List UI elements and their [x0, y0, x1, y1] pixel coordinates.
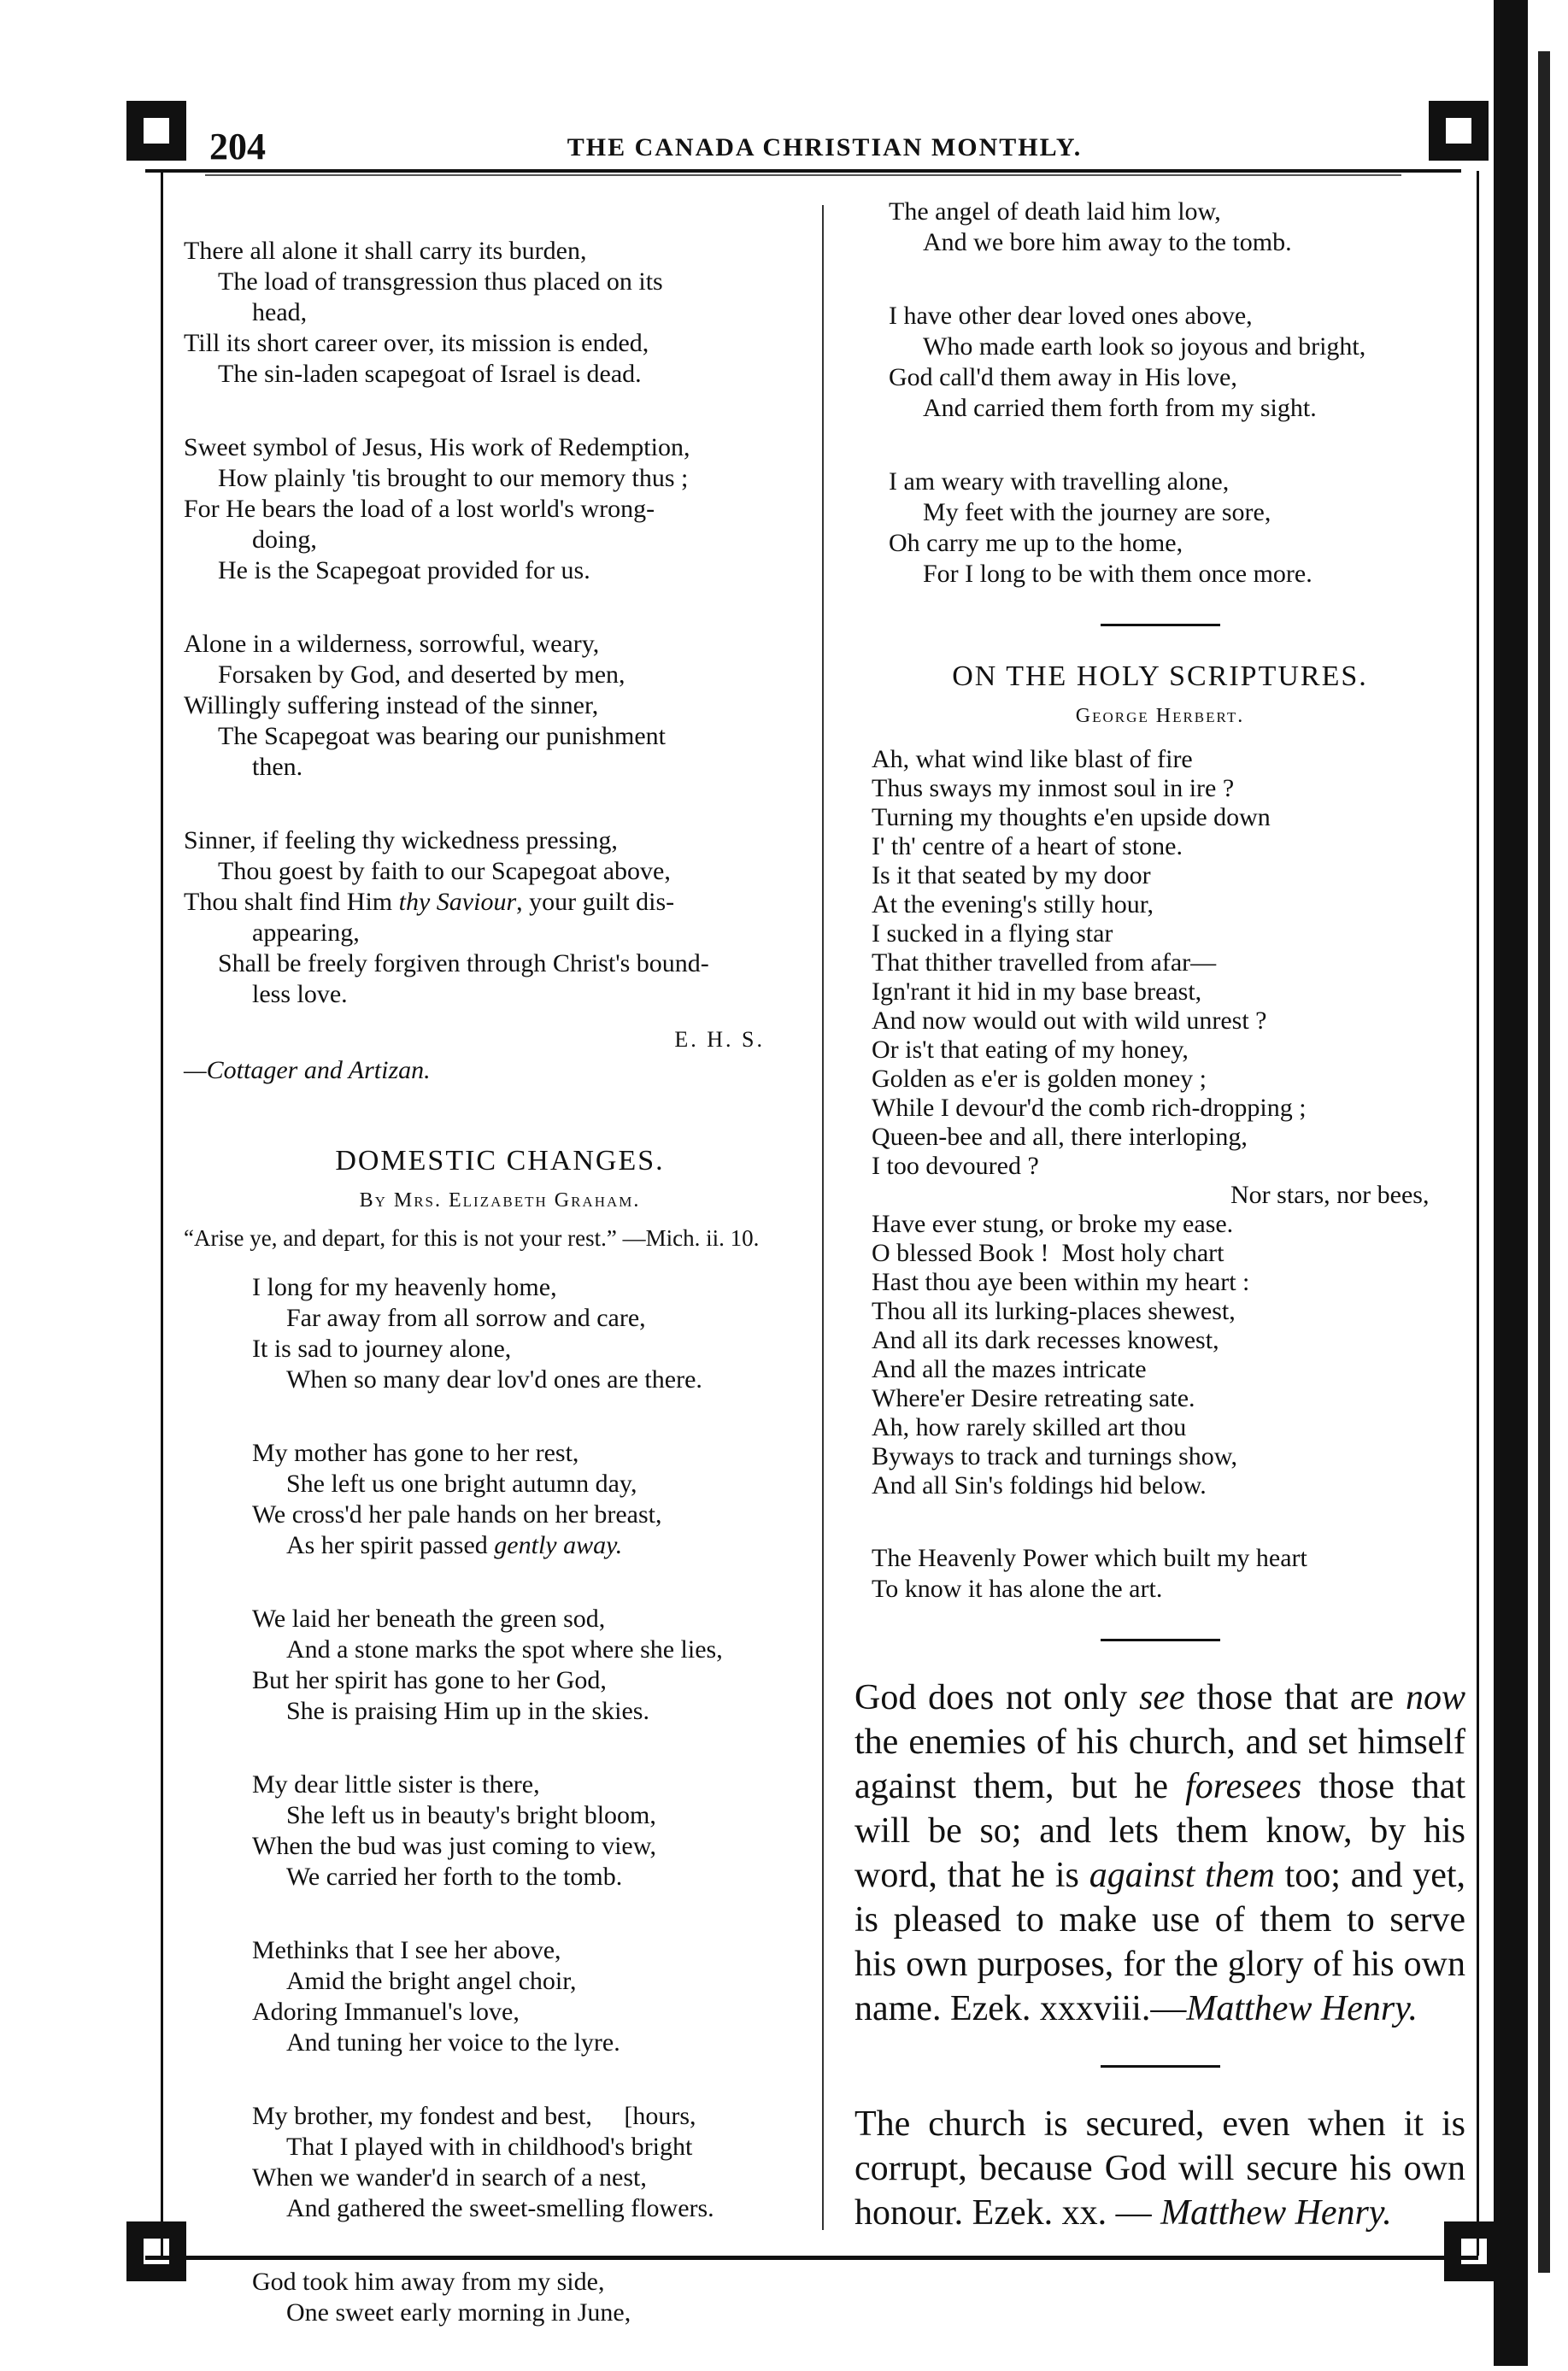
poem2-stanza-5 [252, 1935, 816, 2058]
binding-edge-inner [1538, 51, 1550, 2273]
verse-line: One sweet early morning in June, [286, 2298, 631, 2327]
prose-italic: foresees [1185, 1767, 1302, 1806]
binding-edge [1494, 0, 1528, 2366]
verse-line: My dear little sister is there, [252, 1770, 540, 1799]
verse-line: And now would out with wild unrest ? [872, 1007, 1267, 1035]
verse-text: As her spirit passed [286, 1531, 488, 1559]
header-rule-thin [205, 174, 1401, 176]
section-divider [1101, 2065, 1220, 2068]
verse-line: To know it has alone the art. [872, 1575, 1163, 1603]
verse-line: Where'er Desire retreating sate. [872, 1384, 1195, 1412]
verse-line: Shall be freely forgiven through Christ's bound- [218, 949, 709, 977]
verse-italic: thy Saviour [398, 888, 517, 916]
verse-line: But her spirit has gone to her God, [252, 1666, 607, 1694]
prose-text: those that will be so; and lets them know, by his word, that he is [854, 1767, 1466, 1895]
poem2-stanza-2 [252, 1438, 816, 1561]
verse-italic: gently away. [494, 1531, 623, 1559]
verse-line: We carried her forth to the tomb. [286, 1863, 623, 1891]
right-column [854, 197, 1465, 2261]
poem-byline: George Herbert. [1075, 705, 1245, 727]
verse-line: The Heavenly Power which built my heart [872, 1544, 1307, 1572]
verse-line: Thus sways my inmost soul in ire ? [872, 774, 1235, 802]
verse-line: Ah, what wind like blast of fire [872, 745, 1193, 773]
verse-line: Who made earth look so joyous and bright, [923, 332, 1366, 361]
verse-line: We laid her beneath the green sod, [252, 1605, 606, 1633]
poem2-stanza-9 [889, 301, 1465, 424]
poem1-stanza-1 [184, 236, 816, 390]
verse-line: Methinks that I see her above, [252, 1936, 561, 1964]
verse-line: I too devoured ? [872, 1152, 1039, 1180]
prose-author: Matthew Henry. [1160, 2193, 1392, 2233]
verse-line: And all Sin's foldings hid below. [872, 1471, 1207, 1499]
verse-line: Ah, how rarely skilled art thou [872, 1413, 1187, 1441]
verse-line: Forsaken by God, and deserted by men, [218, 660, 625, 689]
verse-line: Alone in a wilderness, sorrowful, weary, [184, 630, 600, 658]
section-divider [1101, 624, 1220, 626]
verse-line: The Scapegoat was bearing our punishment [218, 722, 667, 750]
poem-source: —Cottager and Artizan. [184, 1056, 431, 1084]
verse-line: We cross'd her pale hands on her breast, [252, 1500, 662, 1529]
verse-line: And a stone marks the spot where she lies, [286, 1635, 723, 1664]
border-left [161, 171, 163, 2256]
verse-line: Adoring Immanuel's love, [252, 1998, 520, 2026]
verse-line: While I devour'd the comb rich-dropping ; [872, 1094, 1307, 1122]
poem1-stanza-2 [184, 432, 816, 586]
verse-line: I long for my heavenly home, [252, 1273, 557, 1301]
verse-line: She is praising Him up in the skies. [286, 1697, 649, 1725]
poem2-stanza-3 [252, 1604, 816, 1727]
prose-paragraph-2 [854, 2102, 1465, 2235]
prose-text: God does not only [854, 1678, 1128, 1717]
poem2-stanza-10 [889, 467, 1465, 590]
verse-line: Thou all its lurking-places shewest, [872, 1297, 1236, 1325]
prose-text: The church is secured, even when it is corrupt, because God will secure his own honour. Ezek. xx. — [854, 2104, 1465, 2233]
verse-line: Turning my thoughts e'en upside down [872, 803, 1271, 831]
verse-line: The load of transgression thus placed on its [218, 267, 663, 296]
prose-paragraph-1 [854, 1676, 1465, 2031]
verse-line: Thou goest by faith to our Scapegoat above, [218, 857, 671, 885]
verse-line: At the evening's stilly hour, [872, 890, 1154, 918]
verse-line: She left us in beauty's bright bloom, [286, 1801, 656, 1829]
verse-line: Willingly suffering instead of the sinner, [184, 691, 599, 719]
poem-epigraph: “Arise ye, and depart, for this is not your rest.” —Mich. ii. 10. [184, 1225, 760, 1251]
verse-line: appearing, [252, 918, 360, 947]
header-rule [145, 169, 1461, 173]
poem-title: DOMESTIC CHANGES. [335, 1145, 665, 1177]
verse-line: doing, [252, 525, 317, 554]
verse-line: My brother, my fondest and best, [hours, [252, 2102, 696, 2130]
verse-line: And all the mazes intricate [872, 1355, 1147, 1383]
verse-text: Thou shalt find Him [184, 888, 393, 916]
poem2-stanza-1 [252, 1272, 816, 1395]
verse-line: then. [252, 753, 303, 781]
poem-byline: By Mrs. Elizabeth Graham. [359, 1189, 641, 1212]
verse-line: He is the Scapegoat provided for us. [218, 556, 590, 584]
verse-line: My feet with the journey are sore, [923, 498, 1271, 526]
verse-line: Nor stars, nor bees, [1230, 1181, 1430, 1209]
column-divider [822, 205, 824, 2230]
verse-line: head, [252, 298, 308, 326]
prose-text: those that are [1196, 1678, 1395, 1717]
prose-italic: see [1139, 1678, 1185, 1717]
verse-text: , your guilt dis- [516, 888, 675, 916]
verse-line: That thither travelled from afar— [872, 948, 1217, 977]
poem2-stanza-6 [252, 2101, 816, 2224]
poem1-stanza-4 [184, 825, 816, 1010]
poem-title: ON THE HOLY SCRIPTURES. [952, 660, 1368, 692]
verse-line: The sin-laden scapegoat of Israel is dead. [218, 360, 642, 388]
verse-line: Have ever stung, or broke my ease. [872, 1210, 1234, 1238]
verse-line: Till its short career over, its mission is ended, [184, 329, 649, 357]
verse-line: There all alone it shall carry its burden, [184, 237, 587, 265]
poem-signature: E. H. S. [674, 1027, 765, 1052]
verse-line: When so many dear lov'd ones are there. [286, 1365, 702, 1394]
verse-line: Byways to track and turnings show, [872, 1442, 1237, 1470]
poem3-stanza-1 [872, 745, 1465, 1500]
verse-line: Far away from all sorrow and care, [286, 1304, 646, 1332]
corner-ornament-bottom-left [126, 2221, 186, 2281]
verse-line: And gathered the sweet-smelling flowers. [286, 2194, 714, 2222]
verse-line: Amid the bright angel choir, [286, 1967, 577, 1995]
verse-line: It is sad to journey alone, [252, 1335, 512, 1363]
poem3-stanza-2 [872, 1543, 1465, 1605]
verse-line: For He bears the load of a lost world's wrong- [184, 495, 655, 523]
prose-text: the enemies of his church, and set himself against them, but he [854, 1722, 1465, 1806]
verse-line: O blessed Book ! Most holy chart [872, 1239, 1224, 1267]
poem2-stanza-4 [252, 1769, 816, 1893]
verse-line: She left us one bright autumn day, [286, 1470, 637, 1498]
verse-line [252, 1530, 816, 1561]
prose-text: too; and yet, is pleased to make use of them to serve his own purposes, for the glory of his own name. Ezek. xxxviii.— [854, 1856, 1466, 2028]
border-right [1477, 171, 1479, 2256]
verse-line: The angel of death laid him low, [889, 197, 1221, 226]
verse-line: Ign'rant it hid in my base breast, [872, 977, 1202, 1006]
verse-line: For I long to be with them once more. [923, 560, 1313, 588]
verse-line: And tuning her voice to the lyre. [286, 2028, 620, 2057]
verse-line: I have other dear loved ones above, [889, 302, 1253, 330]
verse-line: When the bud was just coming to view, [252, 1832, 656, 1860]
verse-line: Oh carry me up to the home, [889, 529, 1183, 557]
corner-ornament-top-left [126, 101, 186, 161]
verse-line: That I played with in childhood's bright [286, 2133, 693, 2161]
poem2-stanza-7 [252, 2267, 816, 2328]
prose-italic: now [1406, 1678, 1466, 1717]
verse-line: God call'd them away in His love, [889, 363, 1237, 391]
prose-italic: against them [1089, 1856, 1275, 1895]
verse-line: less love. [252, 980, 348, 1008]
poem2-stanza-8 [889, 197, 1465, 258]
verse-line: I' th' centre of a heart of stone. [872, 832, 1183, 860]
verse-line: Queen-bee and all, there interloping, [872, 1123, 1248, 1151]
verse-line: And we bore him away to the tomb. [923, 228, 1292, 256]
verse-line: And all its dark recesses knowest, [872, 1326, 1219, 1354]
verse-line: And carried them forth from my sight. [923, 394, 1317, 422]
section-divider [1101, 1639, 1220, 1641]
verse-line: I sucked in a flying star [872, 919, 1113, 948]
verse-line: Sweet symbol of Jesus, His work of Redemption, [184, 433, 690, 461]
verse-line: My mother has gone to her rest, [252, 1439, 579, 1467]
running-head: THE CANADA CHRISTIAN MONTHLY. [567, 133, 1083, 161]
poem1-stanza-3 [184, 629, 816, 783]
verse-line: Sinner, if feeling thy wickedness pressing, [184, 826, 618, 854]
verse-line: How plainly 'tis brought to our memory thus ; [218, 464, 689, 492]
verse-line [184, 887, 816, 918]
verse-line: Is it that seated by my door [872, 861, 1151, 889]
page-header [209, 125, 1440, 167]
verse-line: When we wander'd in search of a nest, [252, 2163, 647, 2192]
prose-author: Matthew Henry. [1186, 1989, 1418, 2028]
verse-line: Golden as e'er is golden money ; [872, 1065, 1207, 1093]
verse-line: I am weary with travelling alone, [889, 467, 1230, 496]
left-column [184, 197, 816, 2371]
page-number: 204 [209, 126, 266, 167]
verse-line: Or is't that eating of my honey, [872, 1036, 1189, 1064]
verse-line: Hast thou aye been within my heart : [872, 1268, 1250, 1296]
verse-line: God took him away from my side, [252, 2268, 605, 2296]
